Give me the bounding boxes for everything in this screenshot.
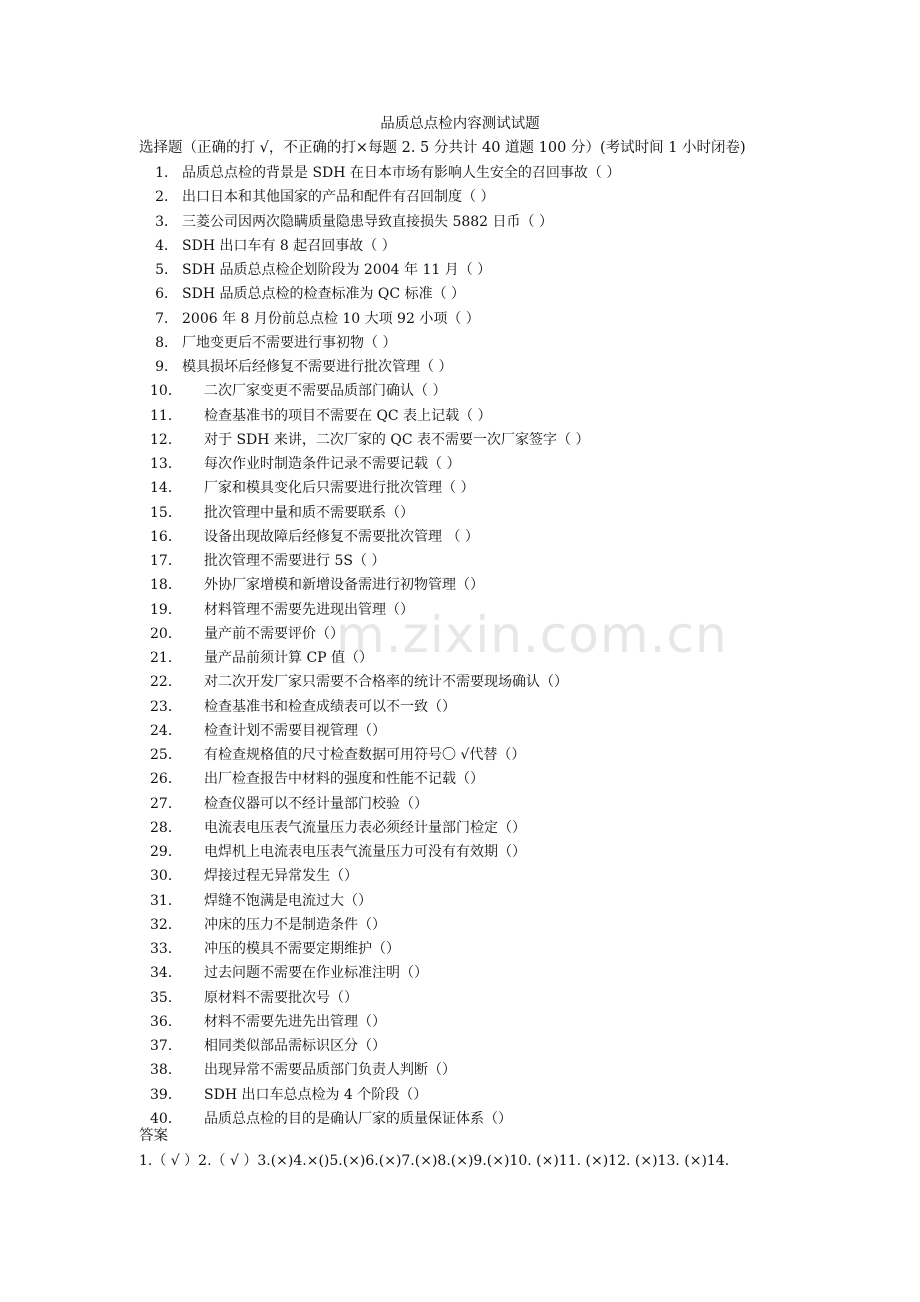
question-number: 11． xyxy=(150,407,182,424)
question-number: 6． xyxy=(155,286,178,303)
question-text: 量产前不需要评价（） xyxy=(204,625,344,642)
question-text: 电焊机上电流表电压表气流量压力可没有有效期（） xyxy=(204,844,526,860)
question-number: 13． xyxy=(150,456,182,472)
question-item xyxy=(0,501,920,525)
question-text: 焊缝不饱满是电流过大（） xyxy=(204,892,372,909)
question-number: 7． xyxy=(155,310,178,327)
question-number: 10． xyxy=(150,383,182,400)
question-text: 每次作业时制造条件记录不需要记载（ ） xyxy=(204,456,461,472)
question-item xyxy=(0,1083,920,1107)
question-text: 二次厂家变更不需要品质部门确认（ ） xyxy=(204,383,447,400)
question-number: 9． xyxy=(155,359,178,375)
question-item xyxy=(0,161,920,185)
question-item xyxy=(0,1107,920,1131)
question-text: 检查基准书的项目不需要在 QC 表上记载（ ） xyxy=(204,407,492,424)
question-number: 40． xyxy=(150,1110,182,1127)
question-number: 23． xyxy=(150,698,182,715)
question-number: 25． xyxy=(150,747,182,763)
question-item xyxy=(0,598,920,622)
question-number: 16． xyxy=(150,528,182,545)
question-text: 量产品前须计算 CP 值（） xyxy=(204,650,374,666)
question-text: SDH 品质总点检的检查标准为 QC 标准（ ） xyxy=(182,286,466,303)
question-number: 20． xyxy=(150,625,182,642)
question-item xyxy=(0,355,920,379)
question-text: 品质总点检的背景是 SDH 在日本市场有影响人生安全的召回事故（ ） xyxy=(182,165,621,181)
question-item xyxy=(0,1058,920,1082)
question-number: 1． xyxy=(155,165,178,181)
instructions: 选择题（正确的打 √，不正确的打×每题 2. 5 分共计 40 道题 100 分）(考试时间 1 小时闭卷) xyxy=(139,140,746,156)
question-text: 原材料不需要批次号（） xyxy=(204,989,358,1006)
question-text: 批次管理中量和质不需要联系（） xyxy=(204,504,414,521)
question-number: 19． xyxy=(150,601,182,618)
question-text: 对二次开发厂家只需要不合格率的统计不需要现场确认（） xyxy=(204,674,568,691)
question-item xyxy=(0,428,920,452)
watermark: m.zixin.com.cn xyxy=(336,606,728,664)
question-item xyxy=(0,331,920,355)
question-number: 21． xyxy=(150,650,182,666)
question-text: 电流表电压表气流量压力表必须经计量部门检定（） xyxy=(204,819,526,836)
question-item xyxy=(0,767,920,791)
question-text: SDH 出口车总点检为 4 个阶段（） xyxy=(204,1086,428,1103)
question-item xyxy=(0,307,920,331)
question-number: 33． xyxy=(150,941,182,957)
question-text: 检查基准书和检查成绩表可以不一致（） xyxy=(204,698,456,715)
question-item xyxy=(0,1034,920,1058)
question-item xyxy=(0,961,920,985)
question-item xyxy=(0,379,920,403)
question-text: 厂地变更后不需要进行事初物（ ） xyxy=(182,334,397,351)
question-item xyxy=(0,695,920,719)
question-number: 26． xyxy=(150,771,182,788)
question-text: 相同类似部品需标识区分（） xyxy=(204,1038,386,1054)
question-number: 30． xyxy=(150,868,182,885)
question-number: 31． xyxy=(150,892,182,909)
question-text: 有检查规格值的尺寸检查数据可用符号〇 √代替（） xyxy=(204,747,526,763)
question-text: 模具损坏后经修复不需要进行批次管理（ ） xyxy=(182,359,453,375)
question-item xyxy=(0,452,920,476)
question-item xyxy=(0,234,920,258)
question-number: 3． xyxy=(155,213,178,230)
question-number: 15． xyxy=(150,504,182,521)
question-number: 32． xyxy=(150,916,182,933)
question-text: 出现异常不需要品质部门负责人判断（） xyxy=(204,1062,456,1079)
question-number: 29． xyxy=(150,844,182,860)
question-text: 检查仪器可以不经计量部门校验（） xyxy=(204,795,428,812)
question-text: 冲压的模具不需要定期维护（） xyxy=(204,941,400,957)
question-text: 出厂检查报告中材料的强度和性能不记载（） xyxy=(204,771,484,788)
question-item xyxy=(0,622,920,646)
question-text: 批次管理不需要进行 5S（ ） xyxy=(204,553,386,569)
page-title: 品质总点检内容测试试题 xyxy=(380,116,540,132)
question-item xyxy=(0,913,920,937)
question-number: 4． xyxy=(155,237,178,254)
question-number: 34． xyxy=(150,965,182,982)
question-text: 厂家和模具变化后只需要进行批次管理（ ） xyxy=(204,480,475,497)
question-text: 出口日本和其他国家的产品和配件有召回制度（ ） xyxy=(182,189,495,206)
question-text: 焊接过程无异常发生（） xyxy=(204,868,358,885)
question-text: 设备出现故障后经修复不需要批次管理 （ ） xyxy=(204,528,479,545)
question-number: 17． xyxy=(150,553,182,569)
question-item xyxy=(0,816,920,840)
question-item xyxy=(0,282,920,306)
question-number: 28． xyxy=(150,819,182,836)
question-item xyxy=(0,792,920,816)
question-number: 5． xyxy=(155,262,178,278)
question-number: 37． xyxy=(150,1038,182,1054)
question-list xyxy=(0,161,920,1131)
question-item xyxy=(0,258,920,282)
question-item xyxy=(0,864,920,888)
question-item xyxy=(0,743,920,767)
question-number: 38． xyxy=(150,1062,182,1079)
question-text: 外协厂家增模和新增设备需进行初物管理（） xyxy=(204,577,484,594)
question-number: 35． xyxy=(150,989,182,1006)
question-item xyxy=(0,840,920,864)
question-item xyxy=(0,986,920,1010)
question-text: 品质总点检的目的是确认厂家的质量保证体系（） xyxy=(204,1110,512,1127)
question-number: 39． xyxy=(150,1086,182,1103)
question-item xyxy=(0,646,920,670)
question-text: 三菱公司因两次隐瞒质量隐患导致直接损失 5882 日币（ ） xyxy=(182,213,553,230)
answers-heading: 答案 xyxy=(139,1128,168,1144)
question-number: 22． xyxy=(150,674,182,691)
question-number: 27． xyxy=(150,795,182,812)
question-text: 冲床的压力不是制造条件（） xyxy=(204,916,386,933)
question-item xyxy=(0,549,920,573)
answers-line: 1.（ √ ）2.（ √ ）3.(×)4.×()5.(×)6.(×)7.(×)8.(×)9.(×)10. (×)11. (×)12. (×)13. (×)14. xyxy=(139,1153,730,1169)
question-number: 12． xyxy=(150,431,182,448)
question-number: 14． xyxy=(150,480,182,497)
question-text: SDH 品质总点检企划阶段为 2004 年 11 月（ ） xyxy=(182,262,492,278)
question-number: 18． xyxy=(150,577,182,594)
question-text: 对于 SDH 来讲，二次厂家的 QC 表不需要一次厂家签字（ ） xyxy=(204,431,590,448)
question-item xyxy=(0,670,920,694)
question-item xyxy=(0,573,920,597)
question-number: 36． xyxy=(150,1013,182,1030)
question-number: 24． xyxy=(150,722,182,739)
question-text: 检查计划不需要目视管理（） xyxy=(204,722,386,739)
question-item xyxy=(0,210,920,234)
question-item xyxy=(0,1010,920,1034)
question-number: 2． xyxy=(155,189,178,206)
question-item xyxy=(0,719,920,743)
question-item xyxy=(0,889,920,913)
question-item xyxy=(0,937,920,961)
question-item xyxy=(0,476,920,500)
question-text: SDH 出口车有 8 起召回事故（ ） xyxy=(182,237,396,254)
question-item xyxy=(0,185,920,209)
question-text: 2006 年 8 月份前总点检 10 大项 92 小项（ ） xyxy=(182,310,480,327)
question-number: 8． xyxy=(155,334,178,351)
question-text: 过去问题不需要在作业标准注明（） xyxy=(204,965,428,982)
question-item xyxy=(0,525,920,549)
question-text: 材料不需要先进先出管理（） xyxy=(204,1013,386,1030)
question-item xyxy=(0,404,920,428)
question-text: 材料管理不需要先进现出管理（） xyxy=(204,601,414,618)
